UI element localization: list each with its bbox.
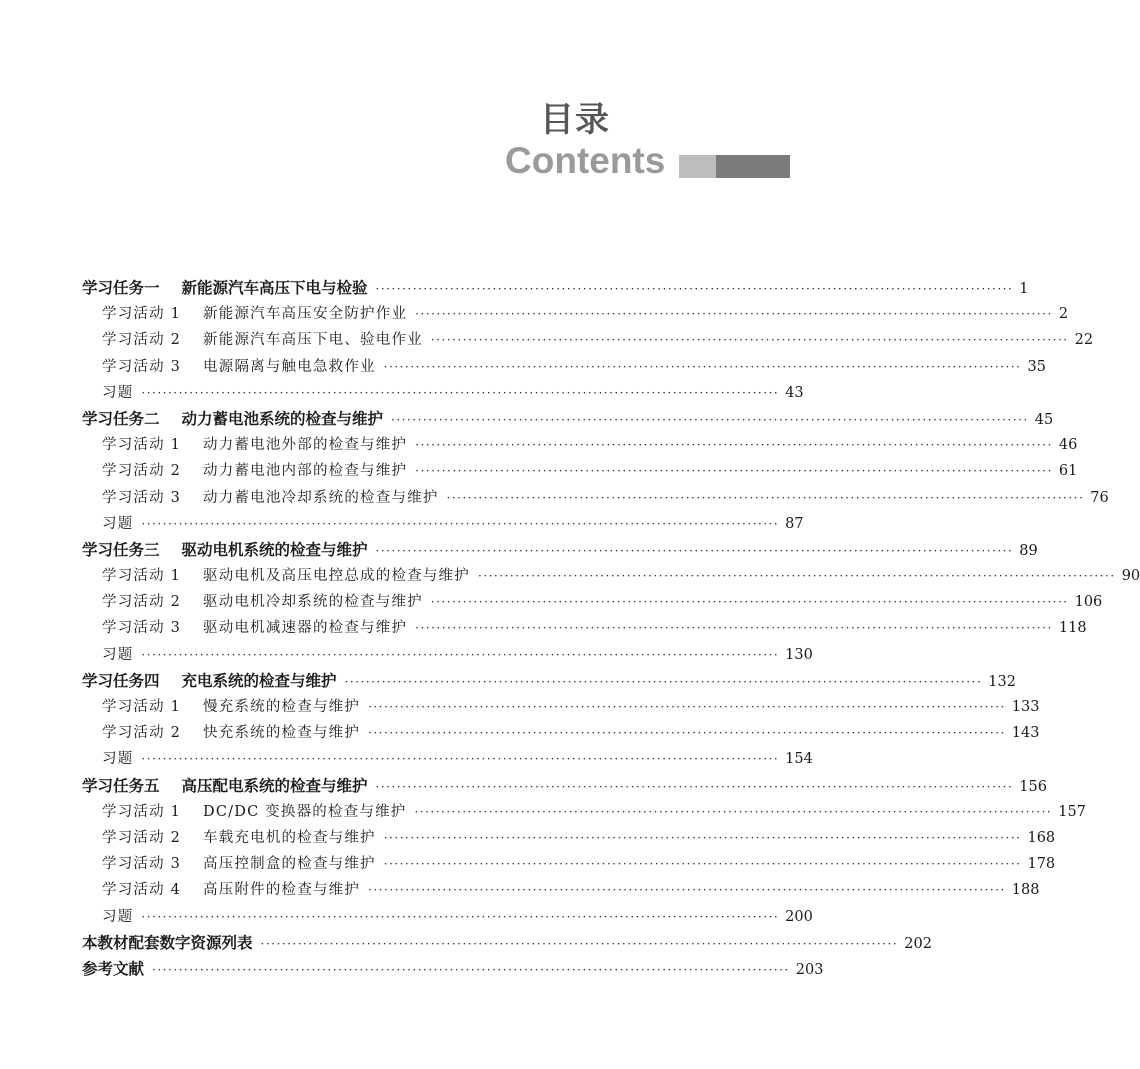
toc-entry-page-number: 22 (1074, 332, 1094, 349)
toc-section-entry[interactable] (82, 301, 1069, 327)
toc-entry-page-number: 45 (1034, 411, 1054, 428)
toc-entry-prefix: 学习活动 1 (102, 699, 182, 715)
dot-leader: ························································································································ (141, 752, 780, 767)
toc-entry-title: 驱动电机及高压电控总成的检查与维护 (203, 568, 470, 585)
dot-leader: ························································································································ (391, 412, 1029, 427)
page-subtitle: Contents (505, 140, 666, 181)
toc-entry-prefix: 学习活动 3 (102, 358, 182, 375)
toc-entry-page-number: 168 (1027, 829, 1056, 846)
toc-entry-page-number: 130 (785, 646, 813, 663)
toc-entry-prefix: 学习活动 1 (102, 306, 182, 323)
toc-chapter-entry[interactable] (82, 537, 1038, 563)
toc-entry-page-number: 156 (1019, 778, 1047, 795)
toc-section-entry[interactable] (82, 799, 1086, 825)
toc-entry-page-number: 89 (1019, 542, 1038, 559)
toc-entry-title: 驱动电机冷却系统的检查与维护 (203, 594, 423, 611)
toc-entry-page-number: 178 (1027, 856, 1056, 873)
toc-entry-prefix: 学习活动 3 (102, 620, 182, 637)
toc-entry-title: 电源隔离与触电急救作业 (203, 358, 376, 375)
toc-section-entry[interactable] (82, 825, 1056, 851)
dot-leader: ························································································································ (415, 307, 1053, 322)
toc-entry-title: 新能源汽车高压下电、验电作业 (203, 332, 423, 349)
toc-entry-prefix: 学习活动 2 (102, 725, 182, 742)
dot-leader: ························································································································ (375, 779, 1014, 794)
toc-entry-title: 动力蓄电池外部的检查与维护 (203, 437, 408, 454)
toc-entry-prefix: 学习任务四 (82, 670, 160, 690)
toc-entry-page-number: 200 (785, 908, 813, 925)
toc-section-entry[interactable] (82, 642, 813, 668)
toc-section-entry[interactable] (82, 432, 1078, 458)
toc-entry-title: 习题 (102, 515, 134, 532)
toc-entry-page-number: 188 (1011, 882, 1040, 899)
toc-chapter-entry[interactable] (82, 406, 1054, 432)
toc-entry-page-number: 61 (1058, 463, 1078, 480)
dot-leader: ························································································································ (383, 830, 1022, 845)
toc-entry-title: 高压控制盒的检查与维护 (203, 856, 376, 873)
page-title: 目录 (540, 100, 610, 140)
toc-section-entry[interactable] (82, 746, 813, 772)
toc-section-entry[interactable] (82, 877, 1040, 903)
toc-entry-title: 车载充电机的检查与维护 (203, 829, 376, 846)
toc-entry-prefix: 学习任务五 (82, 775, 160, 795)
toc-entry-page-number: 133 (1011, 699, 1040, 715)
toc-entry-page-number: 106 (1074, 594, 1103, 611)
toc-section-entry[interactable] (82, 720, 1040, 746)
toc-entry-page-number: 46 (1058, 437, 1078, 454)
toc-entry-prefix: 学习活动 2 (102, 829, 182, 846)
toc-section-entry[interactable] (82, 694, 1040, 720)
toc-section-entry[interactable] (82, 563, 1140, 589)
toc-section-entry[interactable] (82, 904, 813, 930)
dot-leader: ························································································································ (414, 804, 1053, 819)
toc-entry-page-number: 154 (785, 751, 813, 768)
toc-entry-page-number: 157 (1058, 803, 1086, 820)
dot-leader: ························································································································ (415, 621, 1053, 636)
toc-entry-page-number: 1 (1019, 281, 1029, 297)
toc-entry-prefix: 学习活动 4 (102, 882, 182, 899)
dot-leader: ························································································································ (141, 909, 780, 924)
toc-entry-prefix: 学习活动 2 (102, 594, 182, 611)
toc-entry-title: 高压配电系统的检查与维护 (181, 775, 368, 795)
toc-entry-title: 驱动电机减速器的检查与维护 (203, 620, 408, 637)
toc-entry-title: 驱动电机系统的检查与维护 (181, 539, 368, 559)
toc-section-entry[interactable] (82, 511, 804, 537)
dot-leader: ························································································································ (383, 857, 1022, 872)
toc-entry-page-number: 35 (1027, 358, 1046, 375)
dot-leader: ························································································································ (152, 962, 790, 977)
decorative-bar-dark (716, 155, 790, 178)
toc-chapter-entry[interactable] (82, 275, 1029, 301)
dot-leader: ························································································································ (415, 464, 1053, 479)
toc-entry-title: 本教材配套数字资源列表 (82, 932, 253, 952)
toc-section-entry[interactable] (82, 458, 1078, 484)
toc-entry-title: 慢充系统的检查与维护 (203, 699, 361, 715)
toc-entry-page-number: 43 (785, 384, 804, 401)
dot-leader: ························································································································ (260, 936, 899, 951)
toc-entry-title: 动力蓄电池系统的检查与维护 (181, 408, 384, 428)
toc-entry-title: 习题 (102, 646, 134, 663)
dot-leader: ························································································································ (368, 726, 1006, 741)
toc-entry-title: DC/DC 变换器的检查与维护 (203, 803, 407, 820)
dot-leader: ························································································································ (477, 569, 1116, 584)
toc-entry-title: 习题 (102, 751, 134, 768)
dot-leader: ························································································································ (141, 647, 780, 662)
toc-entry-page-number: 203 (795, 961, 824, 978)
dot-leader: ························································································································ (446, 490, 1085, 505)
toc-entry-prefix: 学习活动 1 (102, 437, 182, 454)
toc-chapter-entry[interactable] (82, 956, 824, 982)
toc-entry-prefix: 学习活动 2 (102, 332, 182, 349)
decorative-bar-light (679, 155, 716, 178)
toc-entry-page-number: 90 (1121, 568, 1140, 585)
dot-leader: ························································································································ (430, 333, 1069, 348)
toc-entry-title: 习题 (102, 384, 134, 401)
toc-section-entry[interactable] (82, 485, 1109, 511)
table-of-contents (82, 275, 1140, 982)
toc-entry-page-number: 132 (988, 673, 1016, 690)
dot-leader: ························································································································ (368, 700, 1006, 714)
dot-leader: ························································································································ (141, 516, 780, 531)
toc-entry-title: 动力蓄电池冷却系统的检查与维护 (203, 489, 439, 506)
toc-entry-title: 充电系统的检查与维护 (181, 670, 337, 690)
dot-leader: ························································································································ (415, 438, 1053, 453)
toc-entry-title: 习题 (102, 908, 134, 925)
toc-section-entry[interactable] (82, 851, 1056, 877)
toc-entry-prefix: 学习活动 1 (102, 568, 182, 585)
toc-entry-page-number: 76 (1090, 489, 1109, 506)
toc-entry-page-number: 2 (1058, 306, 1069, 323)
toc-entry-prefix: 学习活动 3 (102, 489, 182, 506)
toc-chapter-entry[interactable] (82, 930, 932, 956)
toc-section-entry[interactable] (82, 327, 1094, 353)
toc-entry-page-number: 87 (785, 515, 804, 532)
toc-entry-prefix: 学习活动 1 (102, 803, 182, 820)
dot-leader: ························································································································ (368, 883, 1006, 898)
toc-entry-prefix: 学习任务三 (82, 539, 160, 559)
toc-section-entry[interactable] (82, 589, 1103, 615)
dot-leader: ························································································································ (141, 385, 780, 400)
toc-entry-prefix: 学习活动 3 (102, 856, 182, 873)
toc-entry-prefix: 学习任务一 (82, 278, 160, 297)
toc-entry-prefix: 学习活动 2 (102, 463, 182, 480)
toc-entry-title: 高压附件的检查与维护 (203, 882, 361, 899)
toc-entry-page-number: 143 (1011, 725, 1040, 742)
dot-leader: ························································································································ (430, 595, 1069, 610)
dot-leader: ························································································································ (375, 543, 1014, 558)
toc-entry-title: 动力蓄电池内部的检查与维护 (203, 463, 408, 480)
toc-entry-page-number: 202 (904, 935, 932, 952)
toc-entry-title: 新能源汽车高压安全防护作业 (203, 306, 408, 323)
dot-leader: ························································································································ (383, 359, 1022, 374)
dot-leader: ························································································································ (344, 674, 983, 689)
toc-section-entry[interactable] (82, 615, 1087, 641)
toc-entry-title: 参考文献 (82, 958, 145, 978)
toc-section-entry[interactable] (82, 354, 1046, 380)
toc-entry-title: 新能源汽车高压下电与检验 (181, 278, 368, 297)
toc-chapter-entry[interactable] (82, 668, 1016, 694)
dot-leader: ························································································································ (375, 282, 1014, 296)
toc-entry-title: 快充系统的检查与维护 (203, 725, 361, 742)
toc-entry-prefix: 学习任务二 (82, 408, 160, 428)
toc-chapter-entry[interactable] (82, 773, 1047, 799)
toc-section-entry[interactable] (82, 380, 804, 406)
toc-entry-page-number: 118 (1058, 620, 1087, 637)
